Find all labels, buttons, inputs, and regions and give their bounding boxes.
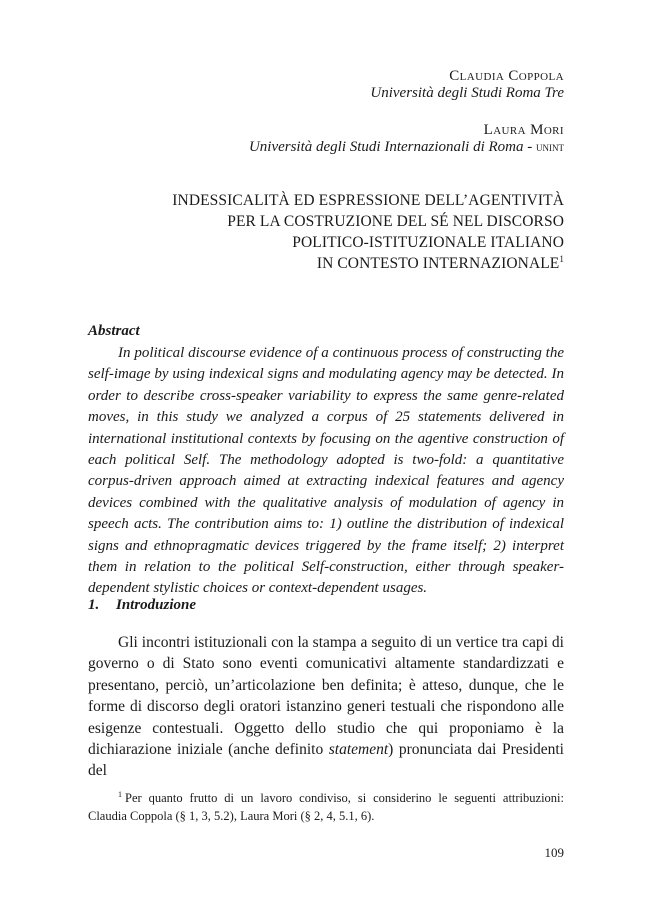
paper-title xyxy=(44,190,564,274)
abstract-text: In political discourse evidence of a continuous process of constructing the self-image by using indexical signs and modulating agency may be detected. In order to describe cross-speaker variability to express the same genre-related moves, in this study we analyzed a corpus of 25 statements delivered in international institutional contexts by focusing on the agentive construction of each political Self. The methodology adopted is two-fold: a quantitative corpus-driven approach aimed at extracting indexical features and agency devices combined with the qualitative analysis of modulation of agency in speech acts. The contribution aims to: 1) outline the distribution of indexical signs and ethnopragmatic devices triggered by the frame itself; 2) interpret them in relation to the political Self-construction, either through speaker-dependent stylistic choices or context-dependent usages. xyxy=(88,345,564,597)
title-line: INDESSICALITÀ ED ESPRESSIONE DELL’AGENTIVITÀ xyxy=(172,192,564,209)
footnote: $^1$ Per quanto frutto di un lavoro condiviso, si considerino le seguenti attribuzioni: Claudia Coppola (§ 1, 3, 5.2), Laura Mori (§ 2, 4, 5.1, 6). xyxy=(88,789,564,823)
italic-term: statement xyxy=(328,741,389,759)
footnote-marker[interactable]: 1 xyxy=(559,253,564,264)
section-heading xyxy=(88,597,196,614)
author-affiliation: Università degli Studi Internazionali di Roma - unint xyxy=(248,139,564,155)
title-line: PER LA COSTRUZIONE DEL SÉ NEL DISCORSO xyxy=(227,213,564,230)
body-paragraph: Gli incontri istituzionali con la stampa a seguito di un vertice tra capi di governo o di Stato sono eventi comunicativi altamente standardizzati e presentano, perciò, un’articolazione ben definita; è atteso, dunque, che le forme di discorso degli oratori istanzino generi testuali che rispondono alle esigenze contestuali. Oggetto dello studio che qui proponiamo è la dichiarazione iniziale (anche definito statement) pronunciata dai Presidenti del xyxy=(88,634,564,780)
title-line: IN CONTESTO INTERNAZIONALE$^1$ xyxy=(316,253,564,272)
author-name: Claudia Coppola xyxy=(449,68,564,84)
section-number: 1. xyxy=(88,597,100,613)
title-line: POLITICO-ISTITUZIONALE ITALIANO xyxy=(292,234,564,251)
abstract-heading: Abstract xyxy=(88,323,140,339)
section-title: Introduzione xyxy=(116,597,197,613)
footnote-number: 1 xyxy=(118,789,122,799)
author-affiliation: Università degli Studi Roma Tre xyxy=(370,85,564,101)
author-block-1 xyxy=(370,68,564,102)
page-number: 109 xyxy=(544,845,564,860)
author-block-2 xyxy=(249,122,564,156)
author-name: Laura Mori xyxy=(483,122,564,138)
